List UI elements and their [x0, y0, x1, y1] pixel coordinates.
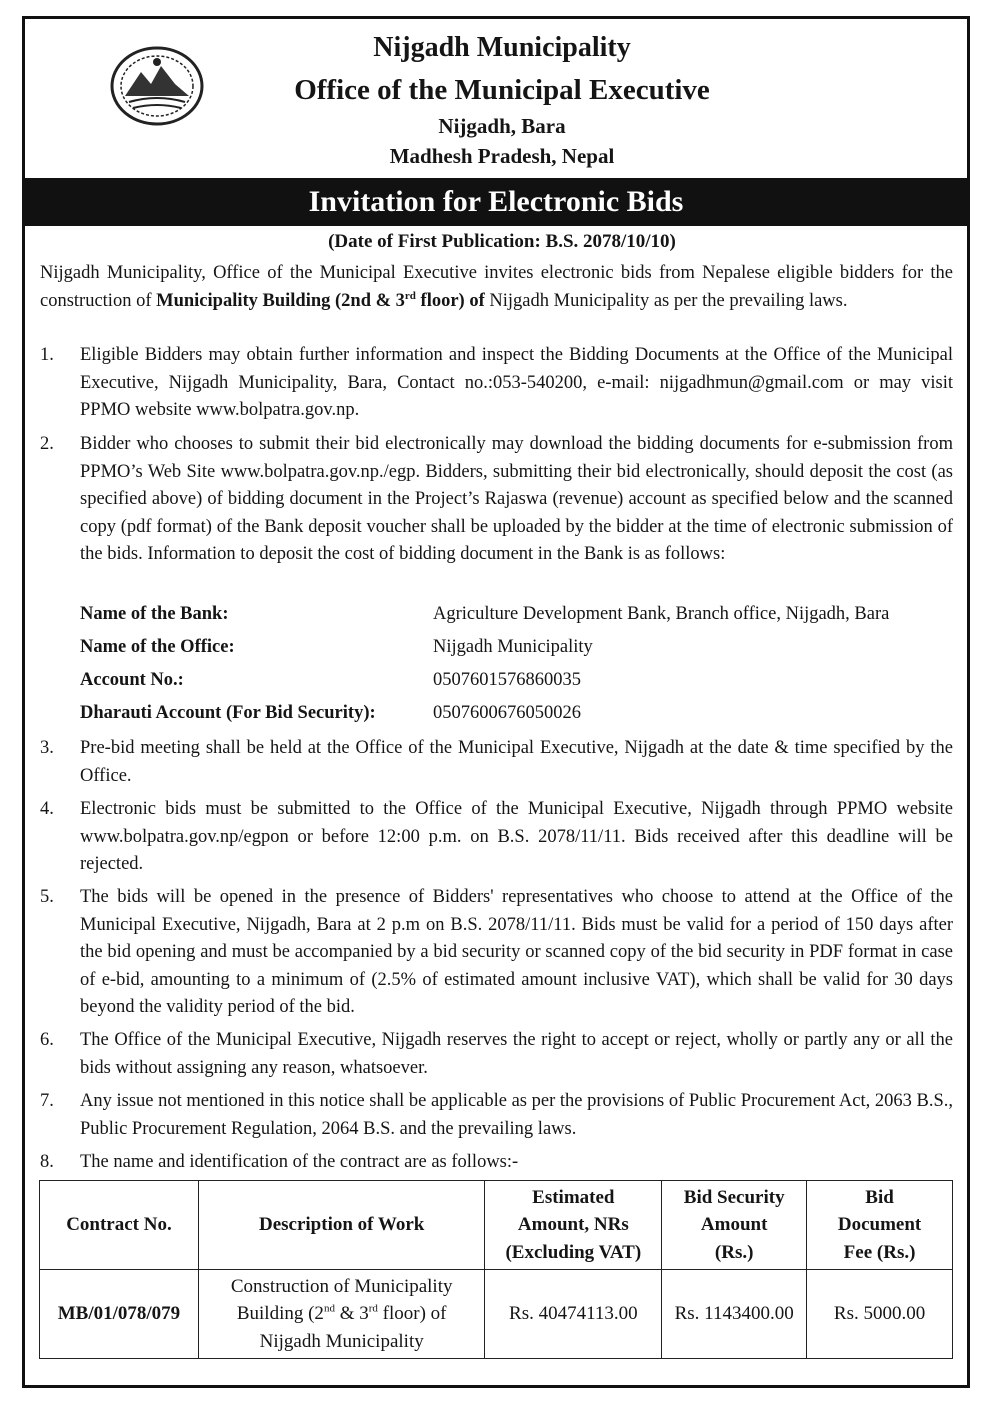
bank-label: Name of the Bank:	[80, 604, 229, 624]
header-estimated-amount: Estimated Amount, NRs (Excluding VAT)	[485, 1181, 662, 1270]
publication-date: (Date of First Publication: B.S. 2078/10/10)	[328, 231, 676, 252]
clause-3	[40, 735, 953, 790]
clause-number: 3.	[40, 738, 54, 758]
bank-value: Nijgadh Municipality	[433, 637, 593, 657]
table-header-row	[40, 1181, 953, 1270]
clause-1	[40, 342, 953, 425]
table-row	[40, 1270, 953, 1359]
org-name: Nijgadh Municipality	[373, 32, 631, 63]
clause-5	[40, 884, 953, 1022]
clause-text: Electronic bids must be submitted to the Office of the Municipal Executive, Nijgadh through PPMO website www.bolpatra.gov.np/egpon or before 12:00 p.m. on B.S. 2078/11/11. Bids received after this deadline will be rejected.	[80, 799, 953, 874]
notice-title: Invitation for Electronic Bids	[308, 185, 684, 218]
clause-text: The Office of the Municipal Executive, Nijgadh reserves the right to accept or reject, wholly or partly any or all the bids without assigning any reason, whatsoever.	[80, 1030, 953, 1078]
intro-text-pre: Nijgadh Municipality, Office of the Municipal Executive invites electronic bids from Nepalese eligible bidders for the construction of	[40, 263, 953, 311]
clause-number: 1.	[40, 345, 54, 365]
cell-contract-no: MB/01/078/079	[40, 1270, 199, 1359]
office-name: Office of the Municipal Executive	[294, 74, 710, 106]
header-description: Description of Work	[198, 1181, 485, 1270]
cell-bid-security: Rs. 1143400.00	[662, 1270, 807, 1359]
clause-number: 2.	[40, 434, 54, 454]
header-contract-no: Contract No.	[40, 1181, 199, 1270]
office-location: Nijgadh, Bara	[438, 114, 566, 138]
clause-2	[40, 431, 953, 569]
bank-value: Agriculture Development Bank, Branch office, Nijgadh, Bara	[433, 604, 890, 624]
intro-paragraph	[40, 260, 953, 315]
clause-text: Eligible Bidders may obtain further information and inspect the Bidding Documents at the Office of the Municipal Executive, Nijgadh Municipality, Bara, Contact no.:053-540200, e-mail: nijgadhmun@gmail.com or may visit PPMO website www.bolpatra.gov.np.	[80, 345, 953, 420]
contract-table	[39, 1180, 953, 1359]
clause-8	[40, 1149, 953, 1177]
bank-label: Dharauti Account (For Bid Security):	[80, 703, 376, 723]
header-bid-security: Bid Security Amount (Rs.)	[662, 1181, 807, 1270]
clause-6	[40, 1027, 953, 1082]
clause-text: Any issue not mentioned in this notice shall be applicable as per the provisions of Public Procurement Act, 2063 B.S., Public Procurement Regulation, 2064 B.S. and the prevailing laws.	[80, 1091, 953, 1139]
cell-estimated-amount: Rs. 40474113.00	[485, 1270, 662, 1359]
bank-value: 0507601576860035	[433, 670, 581, 690]
cell-document-fee: Rs. 5000.00	[807, 1270, 953, 1359]
clause-number: 8.	[40, 1152, 54, 1172]
clause-number: 7.	[40, 1091, 54, 1111]
header-document-fee: Bid Document Fee (Rs.)	[807, 1181, 953, 1270]
project-name: Municipality Building (2nd & 3rd floor) of	[156, 289, 485, 311]
clause-number: 5.	[40, 887, 54, 907]
intro-text-post: Nijgadh Municipality as per the prevailing laws.	[489, 290, 848, 311]
bank-label: Account No.:	[80, 670, 184, 690]
clause-text: Bidder who chooses to submit their bid electronically may download the bidding documents for e-submission from PPMO’s Web Site www.bolpatra.gov.np./egp. Bidders, submitting their bid electronically, should deposit the cost (as specified above) of bidding document in the Project’s Rajaswa (revenue) account as specified below and the scanned copy (pdf format) of the Bank deposit voucher shall be uploaded by the bidder at the time of electronic submission of the bids. Information to deposit the cost of bidding document in the Bank is as follows:	[80, 434, 953, 564]
clause-7	[40, 1088, 953, 1143]
bank-value: 0507600676050026	[433, 703, 581, 723]
clause-text: Pre-bid meeting shall be held at the Office of the Municipal Executive, Nijgadh at the date & time specified by the Office.	[80, 738, 953, 786]
clause-text: The bids will be opened in the presence of Bidders' representatives who choose to attend at the Office of the Municipal Executive, Nijgadh, Bara at 2 p.m on B.S. 2078/11/11. Bids must be valid for a period of 150 days after the bid opening and must be accompanied by a bid security or scanned copy of the bid security in PDF format in case of e-bid, amounting to a minimum of (2.5% of estimated amount inclusive VAT), which shall be valid for 30 days beyond the validity period of the bid.	[80, 887, 953, 1017]
clause-text: The name and identification of the contract are as follows:-	[80, 1152, 519, 1172]
title-banner	[25, 178, 967, 226]
office-province: Madhesh Pradesh, Nepal	[389, 144, 615, 168]
clause-4	[40, 796, 953, 879]
cell-description: Construction of Municipality Building (2nd & 3rd floor) of Nijgadh Municipality	[198, 1270, 485, 1359]
bank-label: Name of the Office:	[80, 637, 235, 657]
clause-number: 4.	[40, 799, 54, 819]
clause-number: 6.	[40, 1030, 54, 1050]
